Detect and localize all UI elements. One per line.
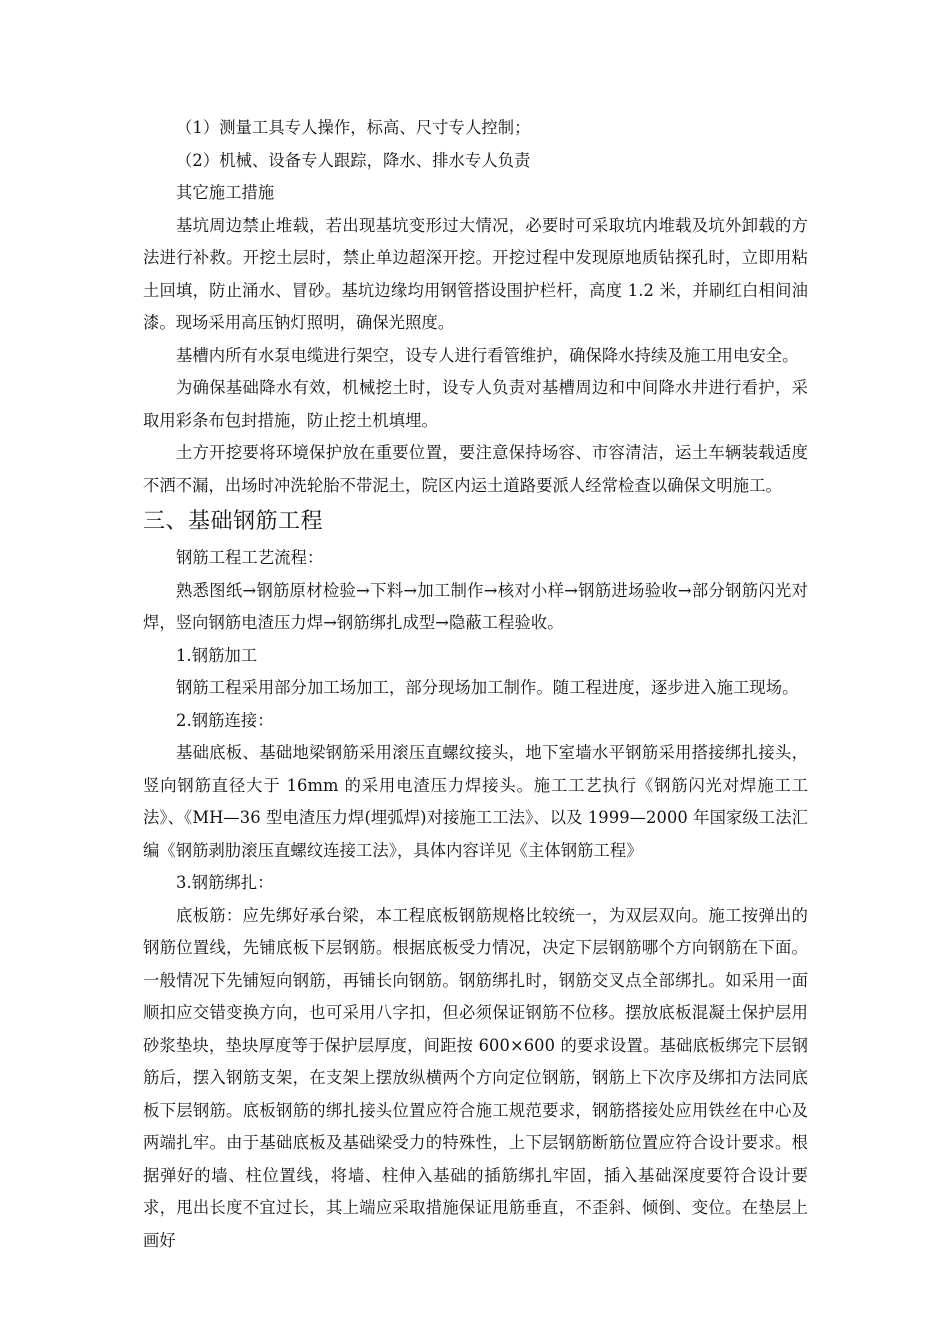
paragraph-dewatering: 为确保基础降水有效，机械挖土时，设专人负责对基槽周边和中间降水井进行看护，采取用彩条布包封措施，防止挖土机填埋。 (143, 378, 808, 430)
paragraph-measuring-tools: （1）测量工具专人操作，标高、尺寸专人控制； (176, 118, 531, 137)
paragraph-rebar-tying: 底板筋：应先绑好承台梁，本工程底板钢筋规格比较统一，为双层双向。施工按弹出的钢筋位置线，先铺底板下层钢筋。根据底板受力情况，决定下层钢筋哪个方向钢筋在下面。一般情况下先铺短向钢筋，再铺长向钢筋。钢筋绑扎时，钢筋交叉点全部绑扎。如采用一面顺扣应交错变换方向，也可采用八字扣，但必须保证钢筋不位移。摆放底板混凝土保护层用砂浆垫块，垫块厚度等于保护层厚度，间距按 600×600 的要求设置。基础底板绑完下层钢筋后，摆入钢筋支架，在支架上摆放纵横两个方向定位钢筋，钢筋上下次序及绑扣方法同底板下层钢筋。底板钢筋的绑扎接头位置应符合施工规范要求，钢筋搭接处应用铁丝在中心及两端扎牢。由于基础底板及基础梁受力的特殊性，上下层钢筋断筋位置应符合设计要求。根据弹好的墙、柱位置线，将墙、柱伸入基础的插筋绑扎牢固，插入基础深度要符合设计要求，甩出长度不宜过长，其上端应采取措施保证甩筋垂直，不歪斜、倾倒、变位。在垫层上画好 (143, 905, 808, 1250)
paragraph-process-flow: 熟悉图纸→钢筋原材检验→下料→加工制作→核对小样→钢筋进场验收→部分钢筋闪光对焊，竖向钢筋电渣压力焊→钢筋绑扎成型→隐蔽工程验收。 (143, 580, 808, 632)
paragraph-other-measures-title: 其它施工措施 (176, 183, 275, 202)
paragraph-process-title: 钢筋工程工艺流程： (176, 548, 324, 567)
paragraph-rebar-processing: 钢筋工程采用部分加工场加工，部分现场加工制作。随工程进度，逐步进入施工现场。 (176, 678, 799, 697)
paragraph-machinery: （2）机械、设备专人跟踪，降水、排水专人负责 (176, 150, 531, 170)
section-heading: 三、基础钢筋工程 (143, 509, 324, 534)
subheading-rebar-processing: 1.钢筋加工 (176, 645, 258, 665)
document-body (143, 112, 808, 1257)
paragraph-pit-edge: 基坑周边禁止堆载，若出现基坑变形过大情况，必要时可采取坑内堆载及坑外卸载的方法进行补救。开挖土层时，禁止单边超深开挖。开挖过程中发现原地质钻探孔时，立即用粘土回填，防止涌水、冒砂。基坑边缘均用钢管搭设围护栏杆，高度 1.2 米，并刷红白相间油漆。现场采用高压钠灯照明，确保光照度。 (143, 215, 808, 332)
subheading-rebar-tying: 3.钢筋绑扎： (176, 873, 274, 892)
subheading-rebar-connection: 2.钢筋连接： (176, 710, 274, 730)
paragraph-rebar-connection: 基础底板、基础地梁钢筋采用滚压直螺纹接头，地下室墙水平钢筋采用搭接绑扎接头，竖向钢筋直径大于 16mm 的采用电渣压力焊接头。施工工艺执行《钢筋闪光对焊施工工法》、《MH—36 型电渣压力焊(埋弧焊)对接施工工法》、以及 1999—2000 年国家级工法汇编《钢筋剥肋滚压直螺纹连接工法》，具体内容详见《主体钢筋工程》 (143, 743, 808, 860)
paragraph-environment: 土方开挖要将环境保护放在重要位置，要注意保持场容、市容清洁，运土车辆装载适度不洒不漏，出场时冲洗轮胎不带泥土，院区内运土道路要派人经常检查以确保文明施工。 (143, 443, 808, 495)
paragraph-pump-cables: 基槽内所有水泵电缆进行架空，设专人进行看管维护，确保降水持续及施工用电安全。 (176, 345, 799, 365)
